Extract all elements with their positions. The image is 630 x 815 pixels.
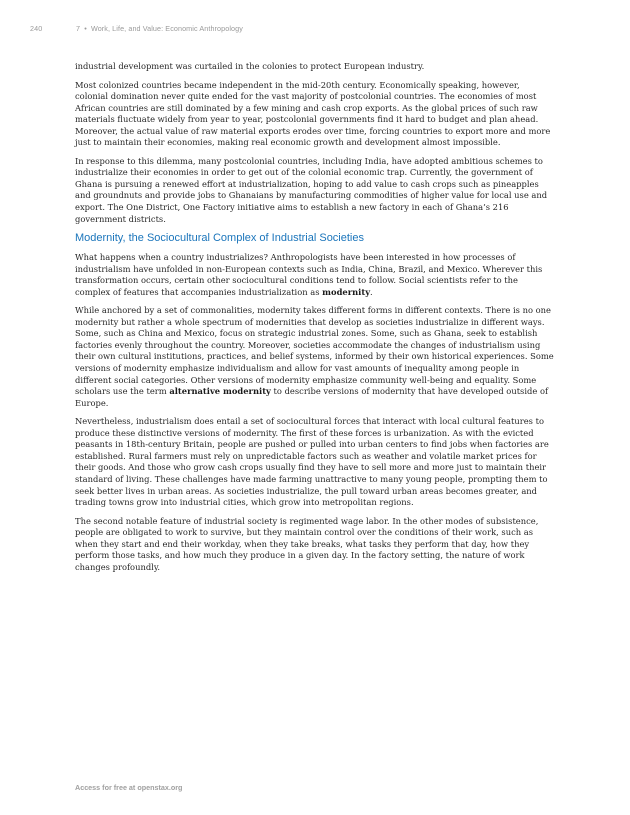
- chapter-title: Work, Life, and Value: Economic Anthropology: [90, 24, 243, 33]
- key-term-modernity: modernity: [322, 286, 371, 297]
- paragraph-4: [75, 252, 555, 298]
- key-term-alternative-modernity: alternative modernity: [169, 386, 271, 397]
- paragraph-4-text: What happens when a country industrializes? Anthropologists have been interested in how processes of industrialism have unfolded in non-European contexts such as India, China, Brazil, and Mexico. Wherever this transformation occurs, certain other sociocultural conditions tend to follow. Social scientists refer to the complex of features that accompanies industrialization as: [75, 252, 543, 297]
- paragraph-4-end: .: [370, 286, 373, 297]
- page-content: [75, 61, 555, 580]
- header-separator: •: [84, 24, 87, 33]
- footer-link[interactable]: Access for free at openstax.org: [75, 783, 183, 792]
- page-number: 240: [30, 24, 43, 33]
- paragraph-5: [75, 305, 555, 409]
- paragraph-7: The second notable feature of industrial society is regimented wage labor. In the other modes of subsistence, people are obligated to work to survive, but they maintain control over the conditions of their work, such as when they start and end their workday, when they take breaks, what tasks they perform that day, how they perform those tasks, and how much they produce in a given day. In the factory setting, the nature of work changes profoundly.: [75, 515, 539, 572]
- paragraph-6: Nevertheless, industrialism does entail a set of sociocultural forces that interact with local cultural features to produce these distinctive versions of modernity. The first of these forces is urbanization. As with the evicted peasants in 18th-century Britain, people are pushed or pulled into urban centers to find jobs when factories are established. Rural farmers must rely on unpredictable factors such as weather and volatile market prices for their goods. And those who grow cash crops usually find they have to sell more and more just to maintain their standard of living. These challenges have made farming unattractive to many young people, prompting them to seek better lives in urban areas. As societies industrialize, the pull toward urban areas becomes greater, and trading towns grow into industrial cities, which grow into metropolitan regions.: [75, 416, 549, 508]
- chapter-number: 7: [76, 24, 81, 33]
- paragraph-5-end: to describe versions of modernity that have developed outside of Europe.: [75, 386, 549, 408]
- paragraph-3: In response to this dilemma, many postcolonial countries, including India, have adopted ambitious schemes to industrialize their economies in order to get out of the colonial economic trap. Currently, the government of Ghana is pursuing a renewed effort at industrialization, hoping to add value to cash crops such as pineapples and groundnuts and provide jobs to Ghanaians by manufacturing commodities of higher value for local use and export. The One District, One Factory initiative aims to establish a new factory in each of Ghana’s 216 government districts.: [75, 155, 548, 224]
- section-heading: Modernity, the Sociocultural Complex of Industrial Societies: [75, 232, 364, 245]
- paragraph-2: Most colonized countries became independent in the mid-20th century. Economically speaking, however, colonial domination never quite ended for the vast majority of postcolonial countries. The economies of most African countries are still dominated by a few mining and cash crop exports. As the global prices of such raw materials fluctuate widely from year to year, postcolonial governments find it hard to budget and plan ahead. Moreover, the actual value of raw material exports erodes over time, forcing countries to export more and more just to maintain their economies, making real economic growth and development almost impossible.: [75, 79, 551, 148]
- page-header: [30, 24, 600, 33]
- paragraph-5-text: While anchored by a set of commonalities, modernity takes different forms in different contexts. There is no one modernity but rather a whole spectrum of modernities that develop as societies industrialize in different ways. Some, such as China and Mexico, focus on strategic industrial zones. Some, such as Ghana, seek to establish factories evenly throughout the country. Moreover, societies accommodate the changes of industrialism using their own cultural institutions, practices, and belief systems, informed by their own historical experiences. Some versions of modernity emphasize individualism and allow for vast amounts of inequality among people in different social categories. Other versions of modernity emphasize community well-being and equality. Some scholars use the term: [75, 305, 554, 397]
- paragraph-1: industrial development was curtailed in the colonies to protect European industry.: [75, 61, 425, 71]
